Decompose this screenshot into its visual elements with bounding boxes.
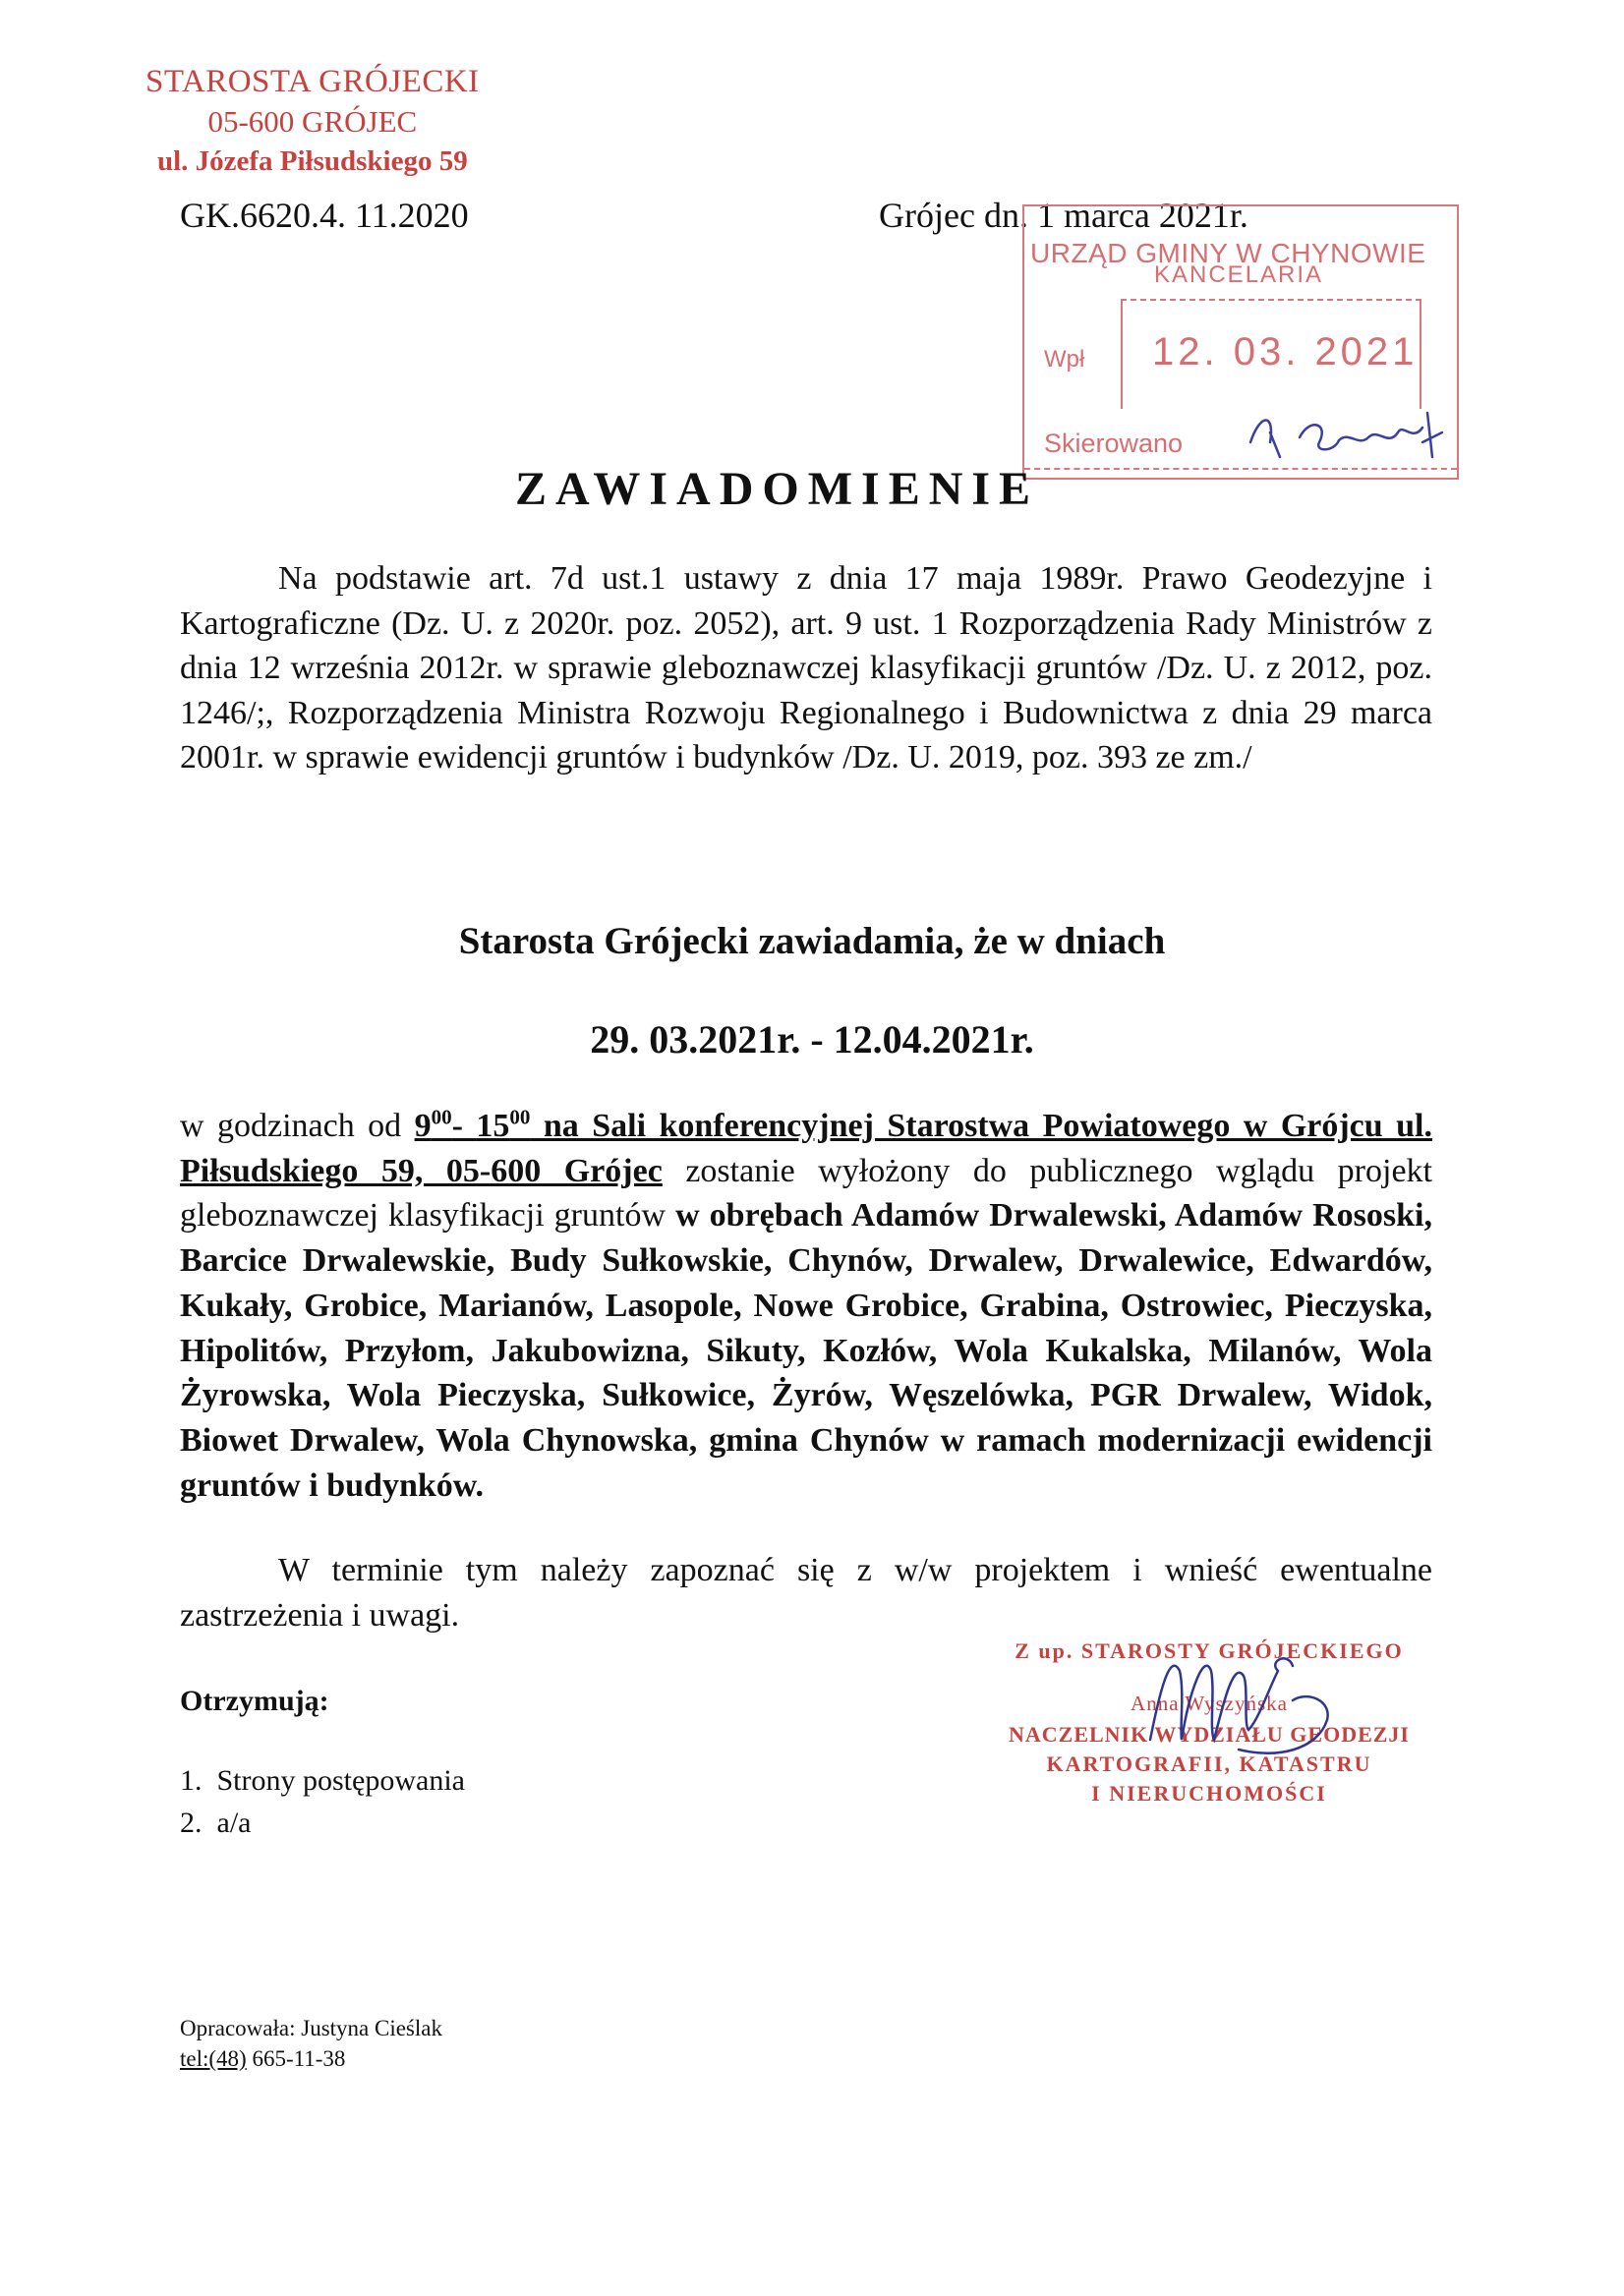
- list-item: [180, 1759, 465, 1802]
- recipients-title: Otrzymują:: [180, 1685, 329, 1717]
- list-item: [180, 1802, 465, 1844]
- letterhead-line-1: STAROSTA GRÓJECKI: [145, 64, 480, 99]
- hour-from-minutes: 00: [431, 1105, 452, 1129]
- letterhead-stamp: [145, 61, 480, 181]
- letterhead-line-2: 05-600 GRÓJEC: [207, 104, 418, 139]
- handwritten-signature-icon: [1121, 1632, 1366, 1779]
- receipt-date: 12. 03. 2021: [1152, 330, 1419, 373]
- notice-paragraph: [180, 1104, 1432, 1508]
- hour-to: 15: [476, 1108, 510, 1144]
- forwarded-signature-icon: [1241, 403, 1447, 472]
- prepared-by-name: Opracowała: Justyna Cieślak: [180, 2016, 442, 2040]
- signature-line-1: Z up. STAROSTY GRÓJECKIEGO: [1015, 1638, 1404, 1663]
- closing-paragraph: W terminie tym należy zapoznać się z w/w projektem i wnieść ewentualne zastrzeżenia i uwagi.: [180, 1552, 1432, 1634]
- list-item-number: 1.: [180, 1764, 203, 1797]
- hour-to-minutes: 00: [509, 1105, 531, 1129]
- receipt-stamp: [1022, 204, 1459, 480]
- hour-from: 9: [414, 1108, 432, 1144]
- legal-basis-paragraph: Na podstawie art. 7d ust.1 ustawy z dnia 17 maja 1989r. Prawo Geodezyjne i Kartograficzne (Dz. U. z 2020r. poz. 2052), art. 9 ust. 1 Rozporządzenia Rady Ministrów z dnia 12 września 2012r. w sprawie gleboznawczej klasyfikacji gruntów /Dz. U. z 2012, poz. 1246/;, Rozporządzenia Ministra Rozwoju Regionalnego i Budownictwa z dnia 29 marca 2001r. w sprawie ewidencji gruntów i budynków /Dz. U. 2019, poz. 393 ze zm./: [180, 560, 1432, 775]
- list-item-label: a/a: [216, 1807, 252, 1839]
- signature-name: Anna Wyszyńska: [1131, 1692, 1288, 1715]
- list-item-number: 2.: [180, 1807, 203, 1839]
- document-heading: ZAWIADOMIENIE: [515, 463, 1040, 515]
- notice-precincts: w obrębach Adamów Drwalewski, Adamów Rososki, Barcice Drwalewskie, Budy Sułkowskie, Chynów, Drwalew, Drwalewice, Edwardów, Kukały, Grobice, Marianów, Lasopole, Nowe Grobice, Grabina, Ostrowiec, Pieczyska, Hipolitów, Przyłom, Jakubowizna, Sikuty, Kozłów, Wola Kukalska, Milanów, Wola Żyrowska, Wola Pieczyska, Sułkowice, Żyrów, Węszelówka, PGR Drwalew, Widok, Biowet Drwalew, Wola Chynowska, gmina Chynów w ramach modernizacji ewidencji gruntów i budynków.: [180, 1197, 1432, 1504]
- signature-title-2: KARTOGRAFII, KATASTRU: [1046, 1751, 1372, 1776]
- notice-intro: w godzinach od: [180, 1108, 415, 1144]
- case-reference: GK.6620.4. 11.2020: [180, 196, 469, 235]
- announcement: Starosta Grójecki zawiadamia, że w dniach: [458, 920, 1166, 962]
- signature-title-3: I NIERUCHOMOŚCI: [1091, 1781, 1327, 1806]
- date-range: 29. 03.2021r. - 12.04.2021r.: [590, 1017, 1034, 1062]
- phone-number: 665-11-38: [246, 2046, 346, 2071]
- list-item-label: Strony postępowania: [216, 1764, 465, 1797]
- receipt-received-label: Wpł: [1044, 346, 1085, 373]
- letterhead-line-3: ul. Józefa Piłsudskiego 59: [156, 145, 468, 177]
- recipients-list: [180, 1759, 465, 1844]
- prepared-by-phone: [180, 2043, 442, 2074]
- place-date: Grójec dn. 1 marca 2021r.: [879, 196, 1248, 235]
- signature-title-1: NACZELNIK WYDZIAŁU GEODEZJI: [1008, 1722, 1410, 1747]
- receipt-department: KANCELARIA: [1154, 261, 1324, 288]
- phone-prefix: tel:(48): [180, 2046, 247, 2071]
- notice-middle: zostanie wyłożony do publicznego wglądu projekt gleboznawczej klasyfikacji gruntów: [180, 1152, 1432, 1234]
- receipt-office: URZĄD GMINY W CHYNOWIE: [1030, 238, 1426, 268]
- hour-separator: -: [451, 1108, 477, 1144]
- notice-location: na Sali konferencyjnej Starostwa Powiatowego w Grójcu ul. Piłsudskiego 59, 05-600 Grójec: [180, 1108, 1432, 1189]
- prepared-by: [180, 2013, 442, 2074]
- receipt-bottom-line: [1024, 468, 1457, 470]
- receipt-forwarded-label: Skierowano: [1044, 429, 1184, 458]
